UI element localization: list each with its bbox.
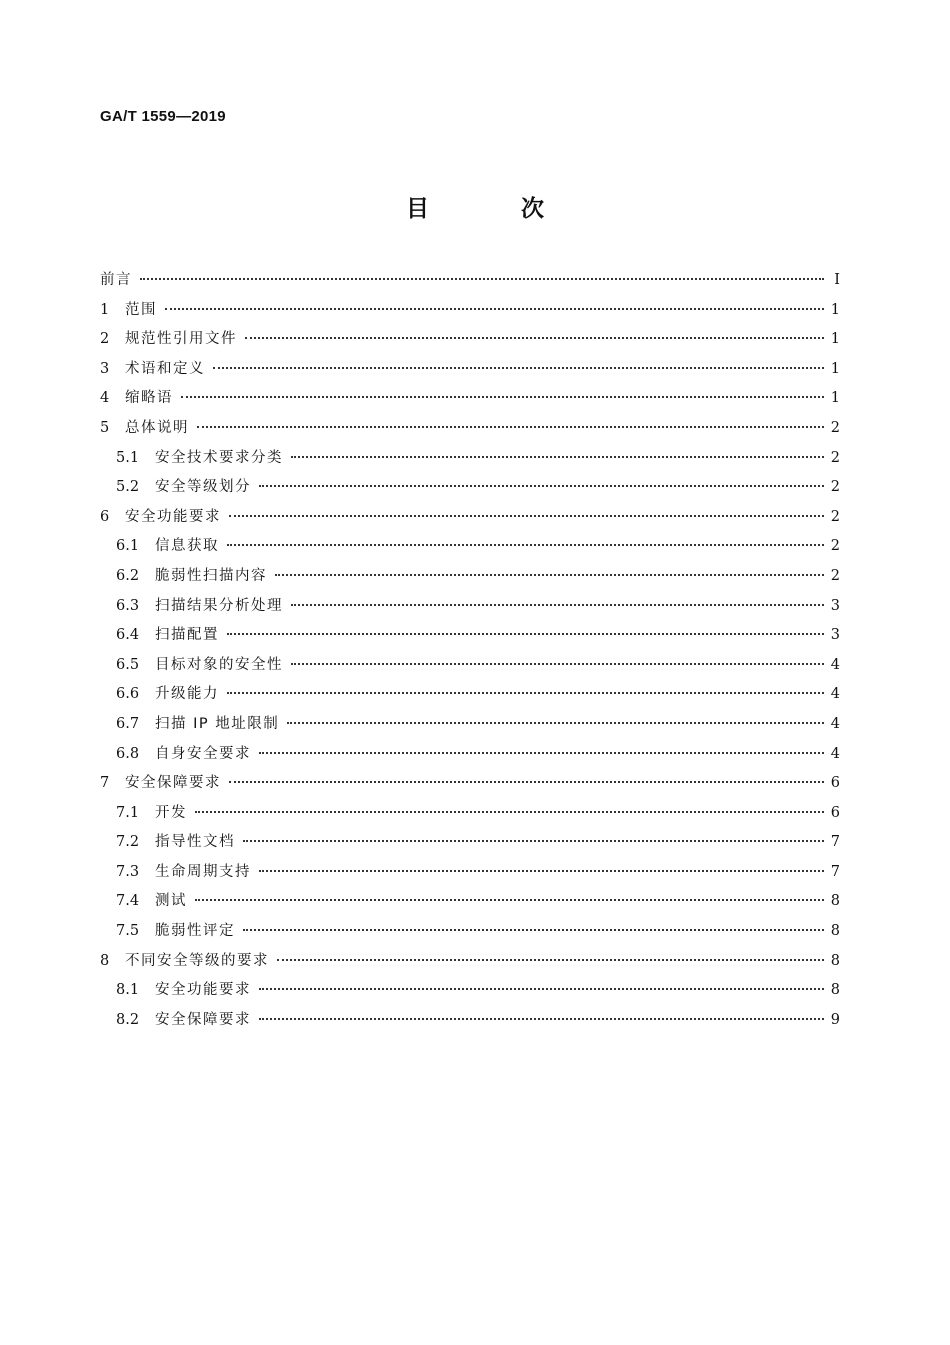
toc-entry-page: 4	[830, 656, 840, 673]
toc-entry[interactable]	[100, 386, 840, 416]
toc-dot-leader	[291, 604, 824, 606]
toc-entry-number: 5.2	[116, 479, 140, 496]
toc-entry-title: 术语和定义	[125, 360, 205, 377]
toc-entry-page: 4	[830, 686, 840, 703]
toc-entry-title: 开发	[155, 804, 187, 821]
toc-entry-page: 9	[830, 1011, 840, 1028]
toc-entry-page: Ⅰ	[834, 272, 840, 288]
toc-entry[interactable]	[100, 919, 840, 949]
toc-entry-number: 7.2	[116, 834, 140, 851]
toc-entry-number: 4	[100, 390, 110, 407]
toc-entry-page: 8	[830, 982, 840, 999]
toc-entry-number: 7.1	[116, 804, 140, 821]
toc-dot-leader	[277, 959, 824, 961]
toc-entry-title: 目标对象的安全性	[155, 656, 283, 673]
toc-entry-title: 缩略语	[125, 390, 173, 407]
toc-entry-title: 扫描配置	[155, 627, 219, 644]
toc-entry-title: 扫描 IP 地址限制	[155, 715, 280, 732]
toc-dot-leader	[291, 456, 824, 458]
toc-entry-title: 指导性文档	[155, 834, 235, 851]
toc-dot-leader	[140, 278, 824, 280]
toc-dot-leader	[243, 929, 824, 931]
toc-entry-number: 6.5	[116, 656, 140, 673]
toc-entry-number: 6.8	[116, 745, 140, 762]
toc-entry[interactable]	[100, 564, 840, 594]
toc-dot-leader	[259, 988, 824, 990]
toc-dot-leader	[259, 1018, 824, 1020]
toc-dot-leader	[227, 692, 824, 694]
toc-dot-leader	[275, 574, 824, 576]
toc-entry-title: 安全功能要求	[155, 982, 251, 999]
toc-entry-page: 3	[830, 627, 840, 644]
toc-entry-number: 8	[100, 952, 110, 969]
toc-entry[interactable]	[100, 889, 840, 919]
toc-entry-page: 1	[830, 331, 840, 348]
toc-dot-leader	[291, 663, 824, 665]
toc-entry-number: 7	[100, 775, 110, 792]
toc-entry[interactable]	[100, 505, 840, 535]
toc-entry-number: 6.4	[116, 627, 140, 644]
toc-entry-title: 扫描结果分析处理	[155, 597, 283, 614]
toc-entry-number: 6.6	[116, 686, 140, 703]
toc-dot-leader	[213, 367, 824, 369]
toc-dot-leader	[165, 308, 824, 310]
toc-entry-number: 5.1	[116, 449, 140, 466]
toc-entry[interactable]	[100, 327, 840, 357]
toc-entry[interactable]	[100, 801, 840, 831]
toc-entry-page: 6	[830, 775, 840, 792]
toc-entry-title: 信息获取	[155, 538, 219, 555]
toc-entry-page: 2	[830, 479, 840, 496]
standard-code: GA/T 1559—2019	[100, 108, 226, 125]
toc-entry-title: 安全保障要求	[155, 1011, 251, 1028]
toc-dot-leader	[227, 633, 824, 635]
toc-entry[interactable]	[100, 742, 840, 772]
toc-entry-title: 安全技术要求分类	[155, 449, 283, 466]
toc-entry-number: 7.4	[116, 893, 140, 910]
toc-dot-leader	[245, 337, 824, 339]
toc-dot-leader	[229, 781, 824, 783]
toc-entry-page: 8	[830, 893, 840, 910]
toc-entry-title: 总体说明	[125, 419, 189, 436]
toc-entry[interactable]	[100, 978, 840, 1008]
toc-dot-leader	[227, 544, 824, 546]
toc-entry-number: 6.3	[116, 597, 140, 614]
toc-entry[interactable]	[100, 594, 840, 624]
toc-entry-page: 8	[830, 952, 840, 969]
toc-entry[interactable]	[100, 623, 840, 653]
toc-entry-number: 7.5	[116, 923, 140, 940]
toc-dot-leader	[259, 870, 824, 872]
toc-entry-title: 自身安全要求	[155, 745, 251, 762]
toc-entry[interactable]	[100, 860, 840, 890]
toc-entry[interactable]	[100, 712, 840, 742]
toc-entry-page: 8	[830, 923, 840, 940]
toc-entry-title: 测试	[155, 893, 187, 910]
toc-dot-leader	[287, 722, 824, 724]
toc-entry-number: 6.1	[116, 538, 140, 555]
toc-dot-leader	[229, 515, 824, 517]
toc-entry-page: 7	[830, 834, 840, 851]
toc-dot-leader	[243, 840, 824, 842]
toc-entry-page: 2	[830, 419, 840, 436]
toc-entry-page: 1	[830, 360, 840, 377]
toc-entry[interactable]	[100, 830, 840, 860]
toc-entry[interactable]	[100, 949, 840, 979]
toc-entry-number: 8.1	[116, 982, 140, 999]
toc-entry-title: 升级能力	[155, 686, 219, 703]
toc-dot-leader	[195, 811, 824, 813]
toc-dot-leader	[197, 426, 824, 428]
toc-entry-page: 4	[830, 745, 840, 762]
toc-entry-title: 生命周期支持	[155, 863, 251, 880]
toc-entry-number: 5	[100, 419, 110, 436]
toc-entry-title: 规范性引用文件	[125, 331, 237, 348]
toc-entry[interactable]	[100, 298, 840, 328]
toc-entry-number: 6.7	[116, 715, 140, 732]
toc-entry-page: 3	[830, 597, 840, 614]
toc-entry-title: 脆弱性评定	[155, 923, 235, 940]
toc-entry[interactable]	[100, 357, 840, 387]
toc-entry-page: 2	[830, 567, 840, 584]
toc-entry-page: 2	[830, 508, 840, 525]
toc-entry-title: 前言	[100, 272, 132, 288]
toc-entry-page: 2	[830, 449, 840, 466]
toc-entry[interactable]	[100, 1008, 840, 1038]
toc-entry[interactable]	[100, 416, 840, 446]
toc-dot-leader	[181, 396, 824, 398]
toc-entry-title: 不同安全等级的要求	[125, 952, 269, 969]
toc-entry[interactable]	[100, 653, 840, 683]
toc-entry[interactable]	[100, 475, 840, 505]
toc-entry-title: 范围	[125, 301, 157, 318]
toc-entry-page: 1	[830, 301, 840, 318]
table-of-contents	[100, 268, 840, 1037]
toc-entry-number: 8.2	[116, 1011, 140, 1028]
toc-entry-page: 6	[830, 804, 840, 821]
toc-entry-title: 安全功能要求	[125, 508, 221, 525]
toc-entry[interactable]	[100, 682, 840, 712]
toc-entry-page: 7	[830, 863, 840, 880]
toc-entry-number: 2	[100, 331, 110, 348]
toc-entry-number: 6	[100, 508, 110, 525]
toc-entry-number: 3	[100, 360, 110, 377]
toc-entry[interactable]	[100, 771, 840, 801]
toc-entry-title: 安全等级划分	[155, 479, 251, 496]
toc-entry-title: 脆弱性扫描内容	[155, 567, 267, 584]
toc-entry-number: 1	[100, 301, 110, 318]
toc-dot-leader	[195, 899, 824, 901]
toc-entry-page: 2	[830, 538, 840, 555]
toc-entry-page: 1	[830, 390, 840, 407]
toc-entry[interactable]	[100, 446, 840, 476]
toc-entry-number: 6.2	[116, 567, 140, 584]
toc-dot-leader	[259, 485, 824, 487]
toc-entry-page: 4	[830, 715, 840, 732]
toc-title: 目 次	[405, 196, 586, 222]
toc-entry-title: 安全保障要求	[125, 775, 221, 792]
toc-entry-number: 7.3	[116, 863, 140, 880]
toc-entry[interactable]	[100, 534, 840, 564]
toc-entry[interactable]	[100, 268, 840, 298]
toc-dot-leader	[259, 752, 824, 754]
